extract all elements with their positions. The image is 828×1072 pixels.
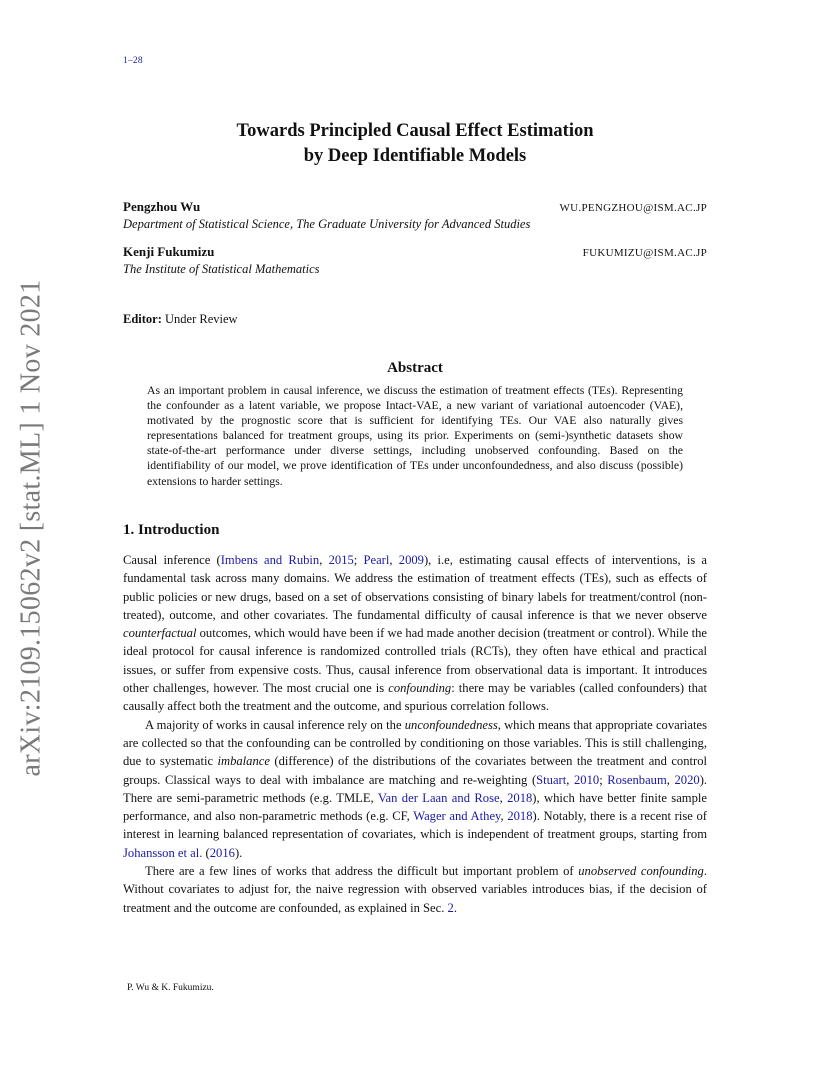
citation-link[interactable]: 2020 [674,772,700,787]
editor-line [123,312,238,327]
emphasis: unconfoundedness [404,717,498,732]
text-run: There are a few lines of works that address the difficult but important problem of [145,864,579,879]
text-run: . [453,900,457,915]
title-line-1: Towards Principled Causal Effect Estimation [236,121,594,141]
author-block-2 [123,244,707,277]
citation-link[interactable]: 2018 [507,790,533,805]
text-run: (difference) of the distributions of the covariates between the treatment and control groups. Classical ways to deal with imbalance are matching and re-weighting ( [123,754,708,787]
citation-link[interactable]: 2018 [507,809,533,824]
text-run: . Without covariates to adjust for, the naive regression with observed variables introduces bias, if the decision of treatment and the outcome are confounded, as explained in Sec. [123,864,707,915]
emphasis: confounding [388,681,452,696]
text-run: , [499,790,508,805]
editor-value: Under Review [165,312,238,326]
text-run: , which means that appropriate covariates are collected so that the confounding can be controlled by conditioning on those variables. This is still challenging, due to systematic [123,717,707,769]
text-run: ( [202,845,210,860]
text-run: , [500,809,508,824]
text-run: : there may be variables (called confounders) that causally affect both the treatment and the outcome, and spurious correlation follows. [123,681,707,714]
section-heading-introduction: 1. Introduction [123,522,220,538]
text-run: , [666,772,675,787]
text-run: , [319,553,329,567]
citation-link[interactable]: Wager and Athey [413,809,501,824]
introduction-body [123,551,707,917]
citation-link[interactable]: 2016 [209,845,235,860]
paper-title [123,119,707,169]
text-run: , [566,772,574,787]
citation-link[interactable]: Imbens and Rubin [220,553,320,567]
paragraph-3 [123,862,707,917]
emphasis: counterfactual [123,626,197,641]
text-run: ; [599,772,608,787]
text-run: ). Notably, there is a recent rise of interest in learning balanced representation of covariates, which is independent of treatment groups, starting from [123,809,707,842]
citation-link[interactable]: Johansson et al. [123,845,203,860]
text-run: outcomes, which would have been if we had made another decision (treatment or control). While the ideal protocol for causal inference is randomized controlled trials (RCTs), they often have ethical and practical issues, or suffer from expensive costs. Thus, causal inference from observational data is important. It introduces other challenges, however. The most crucial one is [123,626,707,696]
page-range: 1–28 [123,56,143,66]
emphasis: unobserved confounding [578,864,704,879]
citation-link[interactable]: Pearl [363,553,390,567]
arxiv-identifier-stamp [8,279,54,777]
emphasis: imbalance [217,754,270,769]
arxiv-identifier-text: arXiv:2109.15062v2 [stat.ML] 1 Nov 2021 [15,279,47,777]
text-run: , [389,553,399,567]
author-block-1 [123,199,707,232]
citation-link[interactable]: 2015 [328,553,354,567]
author-affiliation: Department of Statistical Science, The Graduate University for Advanced Studies [123,217,531,231]
citation-link[interactable]: 2010 [574,772,600,787]
title-line-2: by Deep Identifiable Models [303,146,527,166]
editor-label: Editor: [123,312,162,326]
citation-link[interactable]: Rosenbaum [607,772,667,787]
citation-link[interactable]: Stuart [536,772,567,787]
section-reference-link[interactable]: 2 [447,900,454,915]
paragraph-2 [123,716,707,862]
abstract-heading: Abstract [387,360,443,376]
author-affiliation: The Institute of Statistical Mathematics [123,262,320,276]
text-run: ), i.e, estimating causal effects of interventions, is a fundamental task across many domains. We address the estimation of treatment effects (TEs), such as effects of public policies or new drugs, based on a set of observations consisting of binary labels for treatment/control (non-treated), outcome, and other covariates. The fundamental difficulty of causal inference is that we never observe [123,553,708,622]
text-run: ). [234,845,243,860]
text-run: ; [353,553,364,567]
text-run: ). There are semi-parametric methods (e.g. TMLE, [123,772,708,805]
footer-authors: P. Wu & K. Fukumizu. [127,983,214,993]
citation-link[interactable]: 2009 [398,553,424,567]
text-run: ), which have better finite sample performance, and also non-parametric methods (e.g. CF, [123,790,707,824]
text-run: A majority of works in causal inference rely on the [145,717,405,732]
text-run: Causal inference ( [123,553,221,567]
author-name: Kenji Fukumizu [123,244,215,259]
abstract-text: As an important problem in causal inference, we discuss the estimation of treatment effects (TEs). Representing the confounder as a latent variable, we propose Intact-VAE, a new variant of variational autoencoder (VAE), motivated by the prognostic score that is sufficient for identifying TEs. Our VAE also naturally gives representations balanced for treatment groups, using its prior. Experiments on (semi-)synthetic datasets show state-of-the-art performance under diverse settings, including unobserved confounding. Based on the identifiability of our model, we prove identification of TEs under unconfoundedness, and also discuss (possible) extensions to harder settings. [147,384,683,488]
author-email[interactable]: FUKUMIZU@ISM.AC.JP [582,247,707,259]
author-email[interactable]: WU.PENGZHOU@ISM.AC.JP [559,202,707,214]
citation-link[interactable]: Van der Laan and Rose [377,790,500,805]
author-name: Pengzhou Wu [123,199,201,214]
paragraph-1 [123,551,707,716]
